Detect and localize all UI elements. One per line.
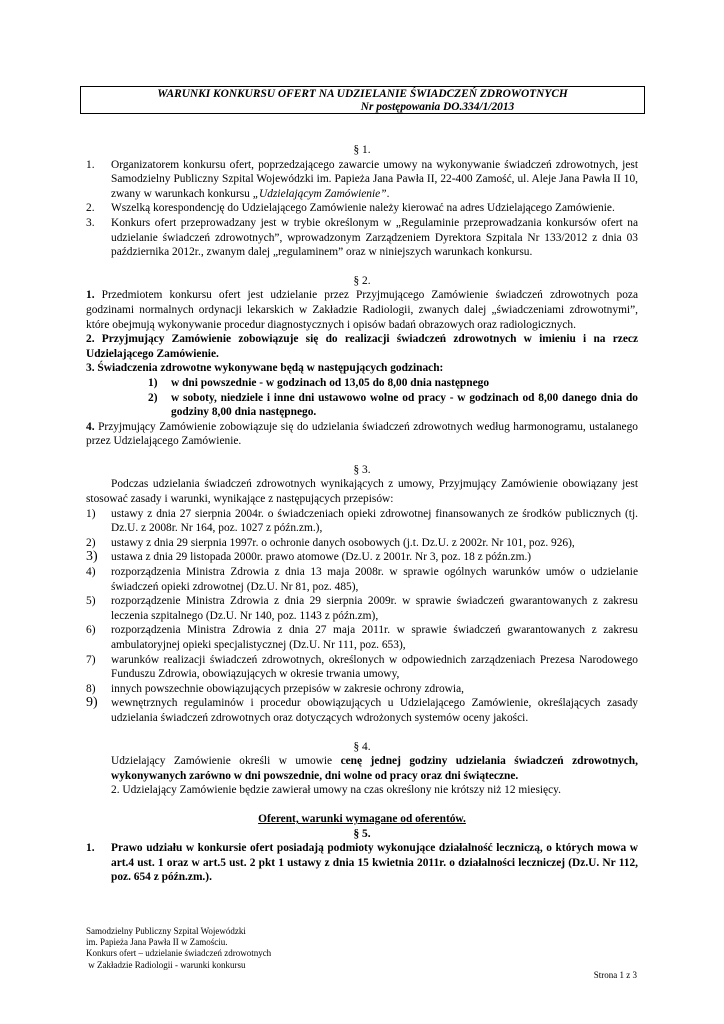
s1-item-3 bbox=[86, 216, 638, 260]
page-footer bbox=[86, 926, 271, 971]
s2-paragraph-1 bbox=[86, 288, 638, 332]
title-box bbox=[80, 86, 645, 114]
s3-item-8-num: 8) bbox=[86, 682, 96, 695]
s2-p1-text: Przedmiotem konkursu ofert jest udzielanie przez Przyjmującego Zamówienie świadczeń zdrowotnych poza godzinami normalnych ordynacji lekarskich w Zakładzie Radiologii, zwanych dalej „świadczeniami zdrowotnymi”, które obejmują wykonywanie procedur diagnostycznych i opisów badań obrazowych oraz radiologicznych. bbox=[86, 289, 639, 331]
s3-item-1-text: ustawy z dnia 27 sierpnia 2004r. o świadczeniach opieki zdrowotnej finansowanych ze środków publicznych (tj. Dz.U. z 2008r. Nr 164, poz. 1027 z późn.zm.), bbox=[111, 507, 638, 535]
s2-p1-num: 1. bbox=[86, 289, 95, 302]
s3-item-4 bbox=[86, 565, 638, 594]
s5-subheading: Oferent, warunki wymagane od oferentów. bbox=[258, 812, 466, 825]
s3-item-5-text: rozporządzenie Ministra Zdrowia z dnia 29 sierpnia 2009r. w sprawie świadczeń gwarantowanych z zakresu leczenia szpitalnego (Dz.U. Nr 140, poz. 1143 z późn.zm), bbox=[111, 595, 638, 622]
s5-item-1-text: Prawo udziału w konkursie ofert posiadają podmioty wykonujące działalność leczniczą, o których mowa w art.4 ust. 1 oraz w art.5 ust. 2 pkt 1 ustawy z dnia 15 kwietnia 2011r. o działalności leczniczej (Dz.U. Nr 112, poz. 654 z późn.zm.). bbox=[111, 842, 638, 884]
s2-sub-2 bbox=[86, 391, 638, 420]
s2-sub-2-text: w soboty, niedziele i inne dni ustawowo wolne od pracy - w godzinach od 8,00 danego dnia do godziny 8,00 dnia następnego. bbox=[171, 391, 638, 419]
s3-item-3 bbox=[86, 550, 638, 565]
page-number: Strona 1 z 3 bbox=[593, 970, 637, 980]
s5-item-1 bbox=[86, 841, 638, 885]
s2-paragraph-3: 3. Świadczenia zdrowotne wykonywane będą w następujących godzinach: bbox=[86, 362, 444, 375]
s3-item-2-text: ustawy z dnia 29 sierpnia 1997r. o ochronie danych osobowych (j.t. Dz.U. z 2002r. Nr 101, poz. 926), bbox=[111, 536, 575, 549]
s3-item-8-text: innych powszechnie obowiązujących przepisów w zakresie ochrony zdrowia, bbox=[111, 682, 464, 695]
s1-item-3-text: Konkurs ofert przeprowadzany jest w trybie określonym w „Regulaminie przeprowadzania konkursów ofert na udzielanie świadczeń zdrowotnych”, wprowadzonym Zarządzeniem Dyrektora Szpitala Nr 133/2012 z dnia 03 października 2012r., zwanym dalej „regulaminem” oraz w niniejszych warunkach konkursu. bbox=[111, 216, 638, 259]
s3-item-6-num: 6) bbox=[86, 624, 96, 637]
s3-item-5-num: 5) bbox=[86, 595, 96, 608]
s3-item-9 bbox=[86, 696, 638, 725]
s4-paragraph-1 bbox=[86, 754, 638, 783]
s2-paragraph-2: 2. Przyjmujący Zamówienie zobowiązuje się do realizacji świadczeń zdrowotnych w imieniu i na rzecz Udzielającego Zamówienie. bbox=[86, 333, 638, 360]
s3-item-7-num: 7) bbox=[86, 653, 96, 666]
s3-item-6-text: rozporządzenia Ministra Zdrowia z dnia 27 maja 2011r. w sprawie świadczeń gwarantowanych z zakresu ambulatoryjnej opieki specjalistycznej (Dz.U. Nr 111, poz. 653), bbox=[111, 624, 638, 651]
s1-item-1-italic: „Udzielającym Zamówienie” bbox=[252, 187, 387, 200]
s2-sub-1-num: 1) bbox=[148, 376, 158, 389]
s3-item-5 bbox=[86, 594, 638, 623]
title-line-1: WARUNKI KONKURSU OFERT NA UDZIELANIE ŚWIADCZEŃ ZDROWOTNYCH bbox=[157, 88, 568, 100]
s3-item-3-num: 3) bbox=[86, 549, 98, 565]
section-2-heading: § 2. bbox=[353, 274, 371, 287]
s3-item-3-text: ustawa z dnia 29 listopada 2000r. prawo atomowe (Dz.U. z 2001r. Nr 3, poz. 18 z późn.zm.) bbox=[111, 551, 532, 564]
s3-item-9-text: wewnętrznych regulaminów i procedur obowiązujących u Udzielającego Zamówienie, określających zasady udzielania świadczeń zdrowotnych oraz dotyczących wdrożonych systemów oceny jakości. bbox=[111, 697, 638, 724]
s3-item-4-num: 4) bbox=[86, 566, 96, 579]
s1-item-1 bbox=[86, 158, 638, 202]
s2-sub-2-num: 2) bbox=[148, 391, 158, 404]
s3-item-6 bbox=[86, 623, 638, 652]
s3-item-1 bbox=[86, 507, 638, 536]
s4-p1-text: Udzielający Zamówienie określi w umowie bbox=[111, 755, 341, 768]
s2-p4-num: 4. bbox=[86, 420, 95, 433]
footer-line-4: w Zakładzie Radiologii - warunki konkursu bbox=[86, 959, 246, 970]
s3-item-4-text: rozporządzenia Ministra Zdrowia z dnia 13 maja 2008r. w sprawie ogólnych warunków umów o udzielanie świadczeń opieki zdrowotnej (Dz.U. Nr 81, poz. 485), bbox=[111, 566, 638, 593]
s1-item-1-end: . bbox=[386, 187, 390, 200]
document-body bbox=[86, 143, 638, 885]
s3-item-8 bbox=[86, 682, 638, 697]
footer-line-3: Konkurs ofert – udzielanie świadczeń zdrowotnych bbox=[86, 948, 272, 959]
section-5-heading: § 5. bbox=[353, 827, 371, 840]
s1-item-3-num: 3. bbox=[86, 216, 95, 229]
section-3-heading: § 3. bbox=[353, 463, 371, 476]
title-line-2: Nr postępowania DO.334/1/2013 bbox=[360, 101, 515, 113]
s1-item-1-text: Organizatorem konkursu ofert, poprzedzającego zawarcie umowy na wykonywanie świadczeń zdrowotnych, jest Samodzielny Publiczny Szpital Wojewódzki im. Papieża Jana Pawła II, 22-400 Zamość, ul. Aleje Jana Pawła II 10, zwany w warunkach konkursu bbox=[111, 158, 638, 200]
s3-item-2 bbox=[86, 536, 638, 551]
s3-item-7 bbox=[86, 653, 638, 682]
s3-item-2-num: 2) bbox=[86, 536, 96, 549]
s5-item-1-num: 1. bbox=[86, 842, 95, 855]
s2-sub-1-text: w dni powszednie - w godzinach od 13,05 do 8,00 dnia następnego bbox=[171, 376, 490, 389]
s3-item-9-num: 9) bbox=[86, 695, 98, 711]
s2-sub-1 bbox=[86, 376, 638, 391]
s3-item-1-num: 1) bbox=[86, 507, 96, 520]
s1-item-2-num: 2. bbox=[86, 202, 95, 215]
s2-paragraph-4 bbox=[86, 420, 638, 449]
s1-item-2-text: Wszelką korespondencję do Udzielającego Zamówienie należy kierować na adres Udzielającego Zamówienie. bbox=[111, 202, 615, 215]
s4-paragraph-2: 2. Udzielający Zamówienie będzie zawierał umowy na czas określony nie krótszy niż 12 miesięcy. bbox=[111, 784, 561, 797]
footer-line-1: Samodzielny Publiczny Szpital Wojewódzki bbox=[86, 926, 246, 936]
section-1-heading: § 1. bbox=[353, 144, 371, 156]
s3-item-7-text: warunków realizacji świadczeń zdrowotnych, określonych w odpowiednich zarządzeniach Prezesa Narodowego Funduszu Zdrowia, obowiązujących w okresie trwania umowy, bbox=[111, 653, 638, 681]
s4-p1-bold: cenę jednej godziny udzielania świadczeń zdrowotnych, wykonywanych zarówno w dni powszednie, dni wolne od pracy oraz dni świąteczne. bbox=[111, 755, 638, 782]
section-4-heading: § 4. bbox=[353, 740, 371, 753]
s1-item-1-num: 1. bbox=[86, 158, 95, 171]
s2-p4-text: Przyjmujący Zamówienie zobowiązuje się do udzielania świadczeń zdrowotnych według harmonogramu, ustalanego przez Udzielającego Zamówienie. bbox=[86, 420, 638, 448]
s3-intro: Podczas udzielania świadczeń zdrowotnych wynikających z umowy, Przyjmujący Zamówienie obowiązany jest stosować zasady i warunki, wynikające z następujących przepisów: bbox=[86, 478, 638, 506]
s1-item-2 bbox=[86, 201, 638, 216]
footer-line-2: im. Papieża Jana Pawła II w Zamościu. bbox=[86, 937, 228, 948]
